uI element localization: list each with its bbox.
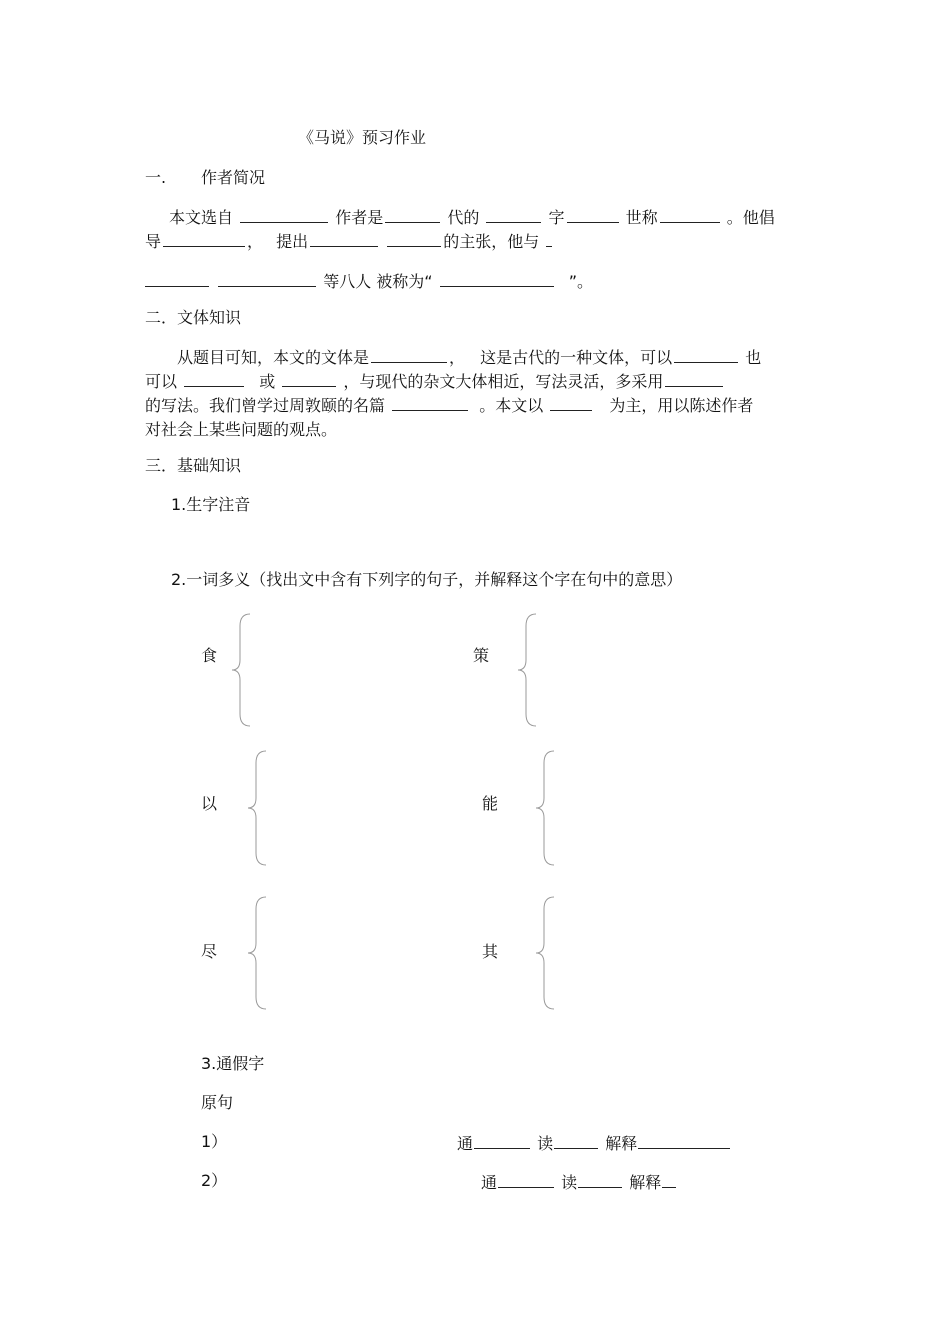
blank-zi[interactable] xyxy=(567,206,619,223)
blank-group-name[interactable] xyxy=(440,270,554,287)
polysemy-char-qi: 其 xyxy=(482,942,499,961)
tongjia-row1: 通 读 解释 xyxy=(457,1132,732,1154)
blank-can-2[interactable] xyxy=(184,370,244,387)
blank-author[interactable] xyxy=(385,206,440,223)
section3-item3: 3.通假字 xyxy=(201,1054,265,1073)
section2-heading: 二．文体知识 xyxy=(145,308,242,327)
blank-or[interactable] xyxy=(282,370,336,387)
brace-shi xyxy=(230,612,254,728)
blank-can-1[interactable] xyxy=(674,346,738,363)
blank-dynasty[interactable] xyxy=(486,206,541,223)
blank-name-1[interactable] xyxy=(145,270,209,287)
blank-row1-jieshi[interactable] xyxy=(638,1132,730,1149)
section1-paragraph: 本文选自 作者是 代的 字 世称 。他倡 导 ， 提出 的主张，他与 xyxy=(145,208,775,251)
polysemy-char-neng: 能 xyxy=(482,794,499,813)
tongjia-row2-num: 2） xyxy=(201,1171,228,1190)
section3-heading: 三．基础知识 xyxy=(145,456,242,475)
section2-paragraph: 从题目可知，本文的文体是 ， 这是古代的一种文体，可以 也 可以 或 ，与现代的杂文大体相近，写法灵活，多采用 的写法。我们曾学过周敦颐的名篇 。本文以 为主，用以陈述作者 对社会上某些问题的观点。 xyxy=(145,348,762,439)
blank-method[interactable] xyxy=(665,370,723,387)
section1-line3: 等八人 被称为“ ”。 xyxy=(145,270,593,292)
blank-propose-2[interactable] xyxy=(387,230,441,247)
brace-jin xyxy=(246,895,270,1011)
blank-name-2[interactable] xyxy=(218,270,316,287)
polysemy-char-ce: 策 xyxy=(473,646,490,665)
blank-row1-du[interactable] xyxy=(554,1132,598,1149)
blank-row1-tong[interactable] xyxy=(474,1132,530,1149)
yuanju-label: 原句 xyxy=(201,1093,234,1112)
tongjia-row2: 通 读 解释 xyxy=(481,1171,678,1193)
blank-advocate[interactable] xyxy=(163,230,245,247)
blank-row2-du[interactable] xyxy=(578,1171,622,1188)
blank-famous-work[interactable] xyxy=(392,394,468,411)
blank-main-method[interactable] xyxy=(550,394,592,411)
doc-title: 《马说》预习作业 xyxy=(298,128,427,147)
brace-neng xyxy=(534,749,558,867)
blank-source[interactable] xyxy=(240,206,328,223)
blank-title[interactable] xyxy=(660,206,720,223)
brace-yi xyxy=(246,749,270,867)
polysemy-char-jin: 尽 xyxy=(201,942,218,961)
blank-row2-jieshi[interactable] xyxy=(662,1171,676,1188)
polysemy-char-shi: 食 xyxy=(201,646,218,665)
blank-with[interactable] xyxy=(546,230,552,247)
tongjia-row1-num: 1） xyxy=(201,1132,228,1151)
brace-ce xyxy=(516,612,540,728)
blank-genre[interactable] xyxy=(371,346,447,363)
brace-qi xyxy=(534,895,558,1011)
blank-propose-1[interactable] xyxy=(310,230,378,247)
section1-heading: 作者简况 xyxy=(201,168,266,187)
blank-row2-tong[interactable] xyxy=(498,1171,554,1188)
polysemy-char-yi: 以 xyxy=(201,794,218,813)
section3-item1: 1.生字注音 xyxy=(171,495,251,514)
section3-item2: 2.一词多义（找出文中含有下列字的句子，并解释这个字在句中的意思） xyxy=(171,570,683,589)
section1-number: 一. xyxy=(145,168,167,187)
